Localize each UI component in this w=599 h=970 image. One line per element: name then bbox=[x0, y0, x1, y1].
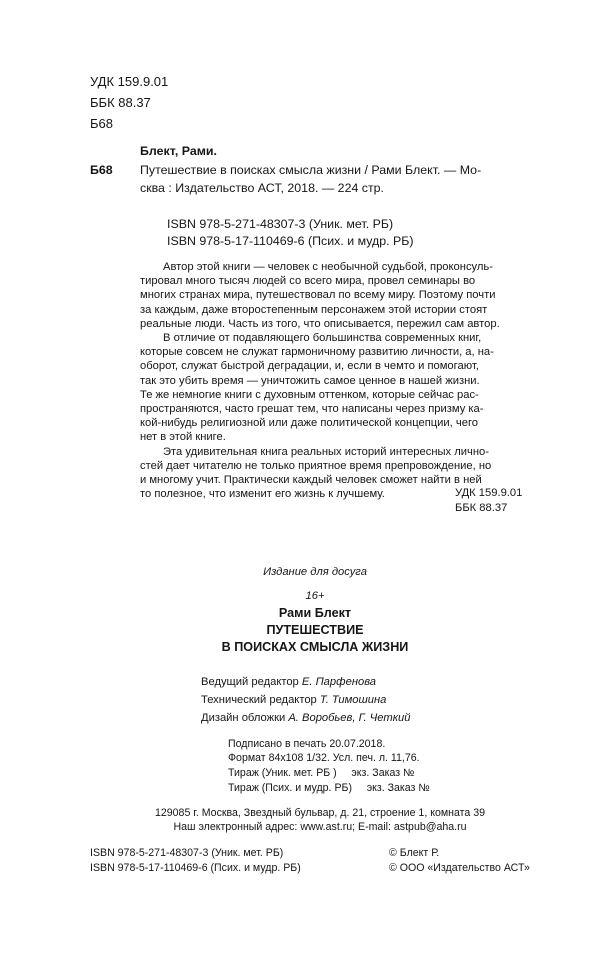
publisher-web: Наш электронный адрес: www.ast.ru; E-mail: astpub@aha.ru bbox=[173, 821, 467, 833]
tech-editor-credit bbox=[201, 693, 461, 707]
book-title-line-1: ПУТЕШЕСТВИЕ bbox=[266, 623, 364, 637]
tech-editor-name: Т. Тимошина bbox=[319, 694, 387, 706]
annotation bbox=[140, 260, 540, 501]
tech-editor-label: Технический редактор bbox=[201, 694, 317, 706]
print-run-2: Тираж (Псих. и мудр. РБ) экз. Заказ № bbox=[228, 782, 430, 794]
catalog-isbn-2: ISBN 978-5-17-110469-6 (Псих. и мудр. РБ) bbox=[167, 234, 414, 248]
annotation-line: многих странах мира, путешествовал по всему миру. Поэтому почти bbox=[140, 289, 496, 302]
publisher-address: 129085 г. Москва, Звездный бульвар, д. 21, строение 1, комната 39 bbox=[154, 807, 485, 819]
cover-design-name: А. Воробьев, Г. Четкий bbox=[288, 712, 411, 724]
annotation-udk: УДК 159.9.01 bbox=[455, 487, 523, 499]
lead-editor-name: Е. Парфенова bbox=[301, 676, 377, 688]
bbk-code: ББК 88.37 bbox=[90, 95, 151, 110]
copyright-publisher: © ООО «Издательство АСТ» bbox=[389, 862, 530, 874]
catalog-line-2: сква : Издательство АСТ, 2018. — 224 стр. bbox=[140, 181, 384, 195]
footer-isbn-1: ISBN 978-5-271-48307-3 (Уник. мет. РБ) bbox=[90, 847, 284, 859]
annotation-line: кой-нибудь религиозной или даже политической концепции, чего bbox=[140, 417, 478, 430]
annotation-line: и многому учит. Практически каждый человек сможет найти в ней bbox=[140, 474, 482, 487]
catalog-isbn-1: ISBN 978-5-271-48307-3 (Уник. мет. РБ) bbox=[167, 217, 394, 231]
author-index: Б68 bbox=[90, 116, 113, 131]
cover-design-credit bbox=[201, 711, 461, 725]
annotation-paragraph bbox=[140, 260, 540, 331]
annotation-line: Эта удивительная книга реальных историй интересных лично- bbox=[163, 445, 489, 458]
lead-editor-label: Ведущий редактор bbox=[201, 676, 299, 688]
book-author: Рами Блект bbox=[278, 606, 352, 620]
annotation-paragraph bbox=[140, 331, 540, 445]
annotation-line: которые совсем не служат гармоничному развитию личности, а, на- bbox=[140, 346, 494, 359]
copyright-author: © Блект Р. bbox=[389, 847, 440, 859]
annotation-line: то полезное, что изменит его жизнь к лучшему. bbox=[140, 488, 385, 501]
annotation-line: нет в этой книге. bbox=[140, 431, 226, 444]
annotation-line: пространяются, часто грешат тем, что написаны через призму ка- bbox=[140, 403, 484, 416]
annotation-line: В отличие от подавляющего большинства современных книг, bbox=[163, 332, 482, 345]
annotation-line: за каждым, даже второстепенным персонажем этой истории стоят bbox=[140, 303, 488, 316]
udk-code: УДК 159.9.01 bbox=[90, 74, 169, 89]
footer-isbn-2: ISBN 978-5-17-110469-6 (Псих. и мудр. РБ) bbox=[90, 862, 301, 874]
annotation-line: тировал много тысяч людей со всего мира, провел семинары во bbox=[140, 275, 476, 288]
signed-for-print: Подписано в печать 20.07.2018. bbox=[228, 738, 386, 750]
annotation-line: стей дает читателю не только приятное время препровождение, но bbox=[140, 459, 492, 472]
edition-type: Издание для досуга bbox=[263, 566, 367, 578]
lead-editor-credit bbox=[201, 675, 461, 689]
age-rating: 16+ bbox=[305, 590, 325, 602]
book-title-line-2: В ПОИСКАХ СМЫСЛА ЖИЗНИ bbox=[221, 640, 409, 654]
annotation-bbk: ББК 88.37 bbox=[455, 502, 508, 514]
format-line: Формат 84x108 1/32. Усл. печ. л. 11,76. bbox=[228, 752, 420, 764]
cover-design-label: Дизайн обложки bbox=[201, 712, 286, 724]
annotation-line: Автор этой книги — человек с необычной судьбой, проконсуль- bbox=[163, 261, 493, 273]
annotation-line: реальные люди. Часть из того, что описывается, пережил сам автор. bbox=[140, 317, 500, 330]
print-run-1: Тираж (Уник. мет. РБ ) экз. Заказ № bbox=[228, 767, 415, 779]
annotation-line: Те же немногие книги с духовным оттенком, которые сейчас рас- bbox=[140, 388, 479, 401]
annotation-line: оборот, служат быстрой деградации, и, если в чемто и помогают, bbox=[140, 360, 479, 373]
annotation-line: так это убить время — уничтожить самое ценное в нашей жизни. bbox=[140, 374, 480, 387]
catalog-line-1: Путешествие в поисках смысла жизни / Рами Блект. — Мо- bbox=[140, 163, 482, 177]
catalog-index: Б68 bbox=[90, 163, 113, 177]
catalog-author: Блект, Рами. bbox=[140, 144, 217, 158]
